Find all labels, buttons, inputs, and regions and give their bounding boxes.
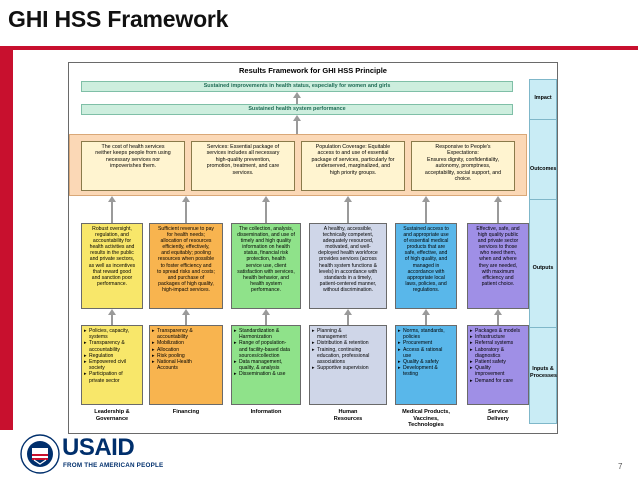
output-line: efficiently, effectively,	[162, 244, 210, 251]
bullet-icon: ▸	[312, 340, 315, 347]
bullet-icon: ▸	[398, 328, 401, 334]
up-arrow-icon	[108, 196, 116, 202]
bullet-icon: ▸	[470, 377, 473, 384]
usaid-seal-icon	[20, 434, 60, 474]
output-line: for health needs;	[167, 232, 205, 239]
column-label	[467, 409, 529, 422]
input-line-text: Policies, capacity,	[89, 328, 130, 334]
column-label-line: Information	[250, 409, 282, 415]
band-impact: Sustained improvements in health status, especially for women and girls	[81, 81, 513, 92]
bullet-icon: ▸	[470, 328, 473, 334]
input-line-text: management	[317, 334, 347, 341]
column-label-line: Delivery	[487, 415, 509, 422]
output-line: and purchase of	[167, 274, 205, 281]
input-line-text: Training, continuing	[317, 346, 362, 353]
output-line: and sanction poor	[91, 274, 133, 281]
bullet-icon: ▸	[84, 328, 87, 334]
input-line-text: Data management,	[239, 359, 283, 366]
outcome-line: services includes all necessary	[206, 150, 280, 157]
output-line: efficiency and	[482, 274, 514, 281]
arrow-shaft	[425, 315, 427, 325]
outcome-line: Expectations:	[447, 150, 479, 157]
column-label	[395, 409, 457, 429]
output-line: protection, health	[246, 256, 286, 263]
input-line-text: Quality	[475, 365, 491, 372]
arrow-shaft	[347, 315, 349, 325]
outcome-line: choice.	[454, 176, 472, 183]
up-arrow-icon	[344, 196, 352, 202]
bullet-icon: ▸	[398, 359, 401, 366]
output-box	[467, 223, 529, 309]
output-line: adequately resourced,	[322, 238, 374, 245]
framework-diagram	[68, 62, 558, 434]
input-line-text: Access & rational	[403, 346, 443, 353]
input-line-text: Risk pooling	[157, 352, 185, 359]
arrow-shaft	[497, 315, 499, 325]
output-box	[231, 223, 301, 309]
outcome-line: high priority groups.	[329, 169, 377, 176]
input-line-text: Planning &	[317, 328, 342, 334]
page-number: 7	[618, 462, 623, 471]
results-level-column	[529, 79, 557, 424]
input-line-text: Demand for care	[475, 377, 513, 384]
bullet-icon: ▸	[84, 359, 87, 366]
input-box	[309, 325, 387, 405]
output-line: of essential medical	[403, 238, 449, 245]
level-divider	[530, 327, 556, 328]
output-line: accountability for	[92, 238, 132, 245]
output-line: without discrimination.	[322, 286, 374, 293]
input-line-text: Quality & safety	[403, 359, 439, 366]
up-arrow-icon	[262, 196, 270, 202]
outcome-line: access to and use of essential	[317, 150, 389, 157]
input-line	[84, 378, 140, 384]
column-label-line: Service	[488, 409, 508, 415]
output-line: information on health	[242, 244, 290, 251]
column-label-line: Financing	[172, 409, 200, 415]
outcome-line: package of services, particularly for	[311, 156, 395, 163]
column-label	[149, 409, 223, 416]
outcome-line: impoverishes them.	[110, 163, 156, 170]
outcome-line: services.	[232, 169, 254, 176]
output-line: that reward good	[92, 268, 132, 275]
input-line-text: Harmonization	[239, 334, 272, 341]
output-box	[309, 223, 387, 309]
input-line-text: systems	[89, 334, 108, 341]
input-line-text: sources/collection	[239, 352, 280, 359]
up-arrow-icon	[293, 92, 301, 98]
output-line: Robust oversight,	[92, 226, 132, 232]
arrow-shaft	[425, 202, 427, 223]
output-line: status, financial risk	[243, 250, 289, 257]
up-arrow-icon	[182, 309, 190, 315]
bullet-icon: ▸	[152, 340, 155, 347]
bullet-icon: ▸	[234, 371, 237, 378]
outcome-line: neither keeps people from using	[95, 150, 171, 157]
input-line	[398, 371, 454, 377]
bullet-icon: ▸	[152, 359, 155, 366]
input-line-text: accountability	[157, 334, 188, 341]
bullet-icon: ▸	[312, 346, 315, 353]
input-line-text: accountability	[89, 346, 120, 353]
up-arrow-icon	[293, 115, 301, 121]
column-label	[81, 409, 143, 422]
output-box	[395, 223, 457, 309]
output-line: to foster efficiency and	[160, 262, 212, 269]
up-arrow-icon	[422, 196, 430, 202]
output-line: and equitably; pooling	[161, 250, 211, 257]
output-line: levels) in accordance with	[318, 268, 378, 275]
column-label-line: Medical Products,	[402, 409, 450, 415]
level-outputs: Outputs	[532, 265, 554, 271]
output-line: health activities and	[89, 244, 135, 251]
input-line-text: Transparency &	[89, 340, 125, 347]
bullet-icon: ▸	[312, 328, 315, 334]
bullet-icon: ▸	[470, 359, 473, 366]
bullet-icon: ▸	[84, 371, 87, 378]
input-line-text: Accounts	[157, 365, 178, 372]
output-line: services to those	[478, 244, 518, 251]
output-line: they are needed,	[478, 262, 518, 269]
up-arrow-icon	[108, 309, 116, 315]
arrow-shaft	[296, 98, 298, 104]
output-line: standards in a timely,	[324, 274, 372, 281]
output-line: provides services (across	[319, 256, 377, 263]
output-line: health behavior, and	[243, 274, 289, 281]
output-line: health system functions &	[318, 262, 378, 269]
output-line: as well as incentives	[88, 262, 136, 269]
bullet-icon: ▸	[470, 365, 473, 372]
up-arrow-icon	[262, 309, 270, 315]
usaid-tagline: FROM THE AMERICAN PEOPLE	[63, 462, 164, 469]
input-line-text: improvement	[475, 371, 505, 378]
column-label-line: Technologies	[408, 422, 444, 429]
input-line-text: education, professional	[317, 352, 370, 359]
bullet-icon: ▸	[398, 365, 401, 372]
input-box	[149, 325, 223, 405]
input-line-text: Empowered civil	[89, 359, 127, 366]
arrow-shaft	[185, 315, 187, 325]
output-line: dissemination, and use of	[237, 232, 295, 239]
column-label-line: Human	[338, 409, 358, 415]
level-impact: Impact	[534, 95, 552, 101]
level-outcomes: Outcomes	[530, 166, 557, 172]
bullet-icon: ▸	[312, 365, 315, 372]
bullet-icon: ▸	[398, 346, 401, 353]
arrow-shaft	[497, 202, 499, 223]
input-line-text: Regulation	[89, 352, 114, 359]
input-line-text: diagnostics	[475, 352, 501, 359]
up-arrow-icon	[494, 309, 502, 315]
up-arrow-icon	[494, 196, 502, 202]
output-line: to spread risks and costs;	[157, 268, 215, 275]
up-arrow-icon	[344, 309, 352, 315]
level-inputs: Inputs &	[532, 366, 554, 372]
input-box	[81, 325, 143, 405]
output-line: when and where	[479, 256, 517, 263]
input-line-text: Laboratory &	[475, 346, 505, 353]
arrow-shaft	[111, 202, 113, 223]
input-line-text: Dissemination & use	[239, 371, 286, 378]
output-line: and appropriate use	[403, 232, 449, 239]
input-box	[395, 325, 457, 405]
input-line-text: Allocation	[157, 346, 180, 353]
outcome-line: Population Coverage: Equitable	[315, 144, 391, 150]
output-line: A healthy, accessible,	[323, 226, 373, 232]
input-line-text: associations	[317, 359, 346, 366]
outcome-box	[301, 141, 405, 191]
bullet-icon: ▸	[84, 352, 87, 359]
bullet-icon: ▸	[152, 352, 155, 359]
input-box	[467, 325, 529, 405]
outcome-line: Responsive to People's	[435, 144, 491, 150]
input-line-text: Patient safety	[475, 359, 506, 366]
column-label-line: Governance	[95, 415, 129, 422]
outcome-line: Services: Essential package of	[206, 144, 280, 150]
input-line	[470, 378, 526, 384]
input-line-text: Standardization &	[239, 328, 280, 334]
output-line: performance.	[96, 280, 127, 287]
column-label	[231, 409, 301, 416]
input-line-text: Range of population-	[239, 340, 287, 347]
outcome-line: autonomy, promptness,	[435, 163, 491, 170]
output-line: managed in	[412, 262, 440, 269]
up-arrow-icon	[182, 196, 190, 202]
input-line-text: Norms, standards,	[403, 328, 445, 334]
outcome-box	[191, 141, 295, 191]
output-line: regulations.	[412, 286, 440, 293]
level-divider	[530, 199, 556, 200]
output-line: who need them,	[479, 250, 517, 257]
outcome-line: underserved, marginalized, and	[315, 163, 391, 170]
title-rule	[0, 46, 638, 50]
bullet-icon: ▸	[234, 359, 237, 366]
level-processes: Processes	[530, 373, 557, 379]
input-line-text: Procurement	[403, 340, 433, 347]
input-line-text: quality, & analysis	[239, 365, 280, 372]
output-line: products that are	[406, 244, 446, 251]
slide-title: GHI HSS Framework	[8, 6, 229, 32]
outcome-box	[81, 141, 185, 191]
input-line	[312, 365, 384, 371]
output-line: patient-centered manner,	[319, 280, 377, 287]
arrow-shaft	[265, 315, 267, 325]
column-label-line: Resources	[333, 415, 363, 422]
outcome-line: necessary services nor	[105, 156, 161, 163]
bullet-icon: ▸	[234, 340, 237, 347]
input-line-text: Transparency &	[157, 328, 193, 334]
input-line-text: Participation of	[89, 371, 123, 378]
usaid-logo-wordmark: USAID	[62, 434, 135, 461]
output-line: with maximum	[481, 268, 515, 275]
output-line: health system	[250, 280, 282, 287]
column-label-line: Vaccines,	[413, 415, 439, 422]
framework-title: Results Framework for GHI HSS Principle	[239, 66, 387, 75]
level-divider	[530, 119, 556, 120]
output-line: resources when possible	[157, 256, 215, 263]
bullet-icon: ▸	[84, 340, 87, 347]
output-line: results in the public	[90, 250, 134, 257]
output-line: laws, policies, and	[405, 280, 447, 287]
input-line-text: National Health	[157, 359, 192, 366]
input-line-text: Referral systems	[475, 340, 514, 347]
input-line-text: Mobilization	[157, 340, 184, 347]
input-line-text: private sector	[89, 377, 120, 384]
outcome-line: promotion, treatment, and care	[206, 163, 280, 170]
column-label-line: Leadership &	[94, 409, 130, 415]
input-line-text: Packages & models	[475, 328, 521, 334]
arrow-shaft	[296, 121, 298, 134]
output-line: of high quality, and	[404, 256, 448, 263]
bullet-icon: ▸	[152, 346, 155, 353]
input-line-text: Development &	[403, 365, 438, 372]
outcome-line: acceptability, social support, and	[424, 169, 502, 176]
arrow-shaft	[347, 202, 349, 223]
output-line: motivated, and well-	[325, 244, 371, 251]
output-line: satisfaction with services,	[237, 268, 295, 275]
outcome-line: The cost of health services	[101, 144, 165, 150]
output-line: allocation of resources	[160, 238, 212, 245]
column-label	[309, 409, 387, 422]
arrow-shaft	[185, 202, 187, 223]
bullet-icon: ▸	[234, 328, 237, 334]
input-line-text: society	[89, 365, 105, 372]
up-arrow-icon	[422, 309, 430, 315]
arrow-shaft	[111, 315, 113, 325]
output-line: appropriate local	[407, 274, 445, 281]
bullet-icon: ▸	[470, 346, 473, 353]
output-line: regulation, and	[95, 232, 129, 239]
output-line: high-impact services.	[162, 286, 210, 293]
output-line: accordance with	[407, 268, 445, 275]
output-line: performance.	[250, 286, 281, 293]
bullet-icon: ▸	[470, 334, 473, 341]
output-line: packages of high quality,	[158, 280, 214, 287]
input-line-text: and facility-based data	[239, 346, 290, 353]
band-performance: Sustained health system performance	[81, 104, 513, 115]
output-line: safe, effective, and	[404, 250, 448, 257]
bullet-icon: ▸	[152, 328, 155, 334]
output-line: deployed health workforce	[318, 250, 378, 257]
input-line	[152, 365, 220, 371]
input-line-text: Infrastructure	[475, 334, 506, 341]
outcome-line: Ensures dignity, confidentiality,	[427, 156, 499, 163]
bullet-icon: ▸	[470, 340, 473, 347]
input-line	[234, 371, 298, 377]
bullet-icon: ▸	[398, 340, 401, 347]
input-box	[231, 325, 301, 405]
output-line: patient choice.	[481, 280, 515, 287]
output-box	[149, 223, 223, 309]
output-line: Sustained access to	[403, 226, 449, 232]
output-line: service use, client	[245, 262, 287, 269]
input-line-text: Distribution & retention	[317, 340, 369, 347]
output-box	[81, 223, 143, 309]
outcome-line: high-quality prevention,	[215, 156, 271, 163]
input-line-text: policies	[403, 334, 420, 341]
output-line: Sufficient revenue to pay	[158, 226, 214, 232]
input-line-text: Supportive supervision	[317, 365, 369, 372]
output-line: Effective, safe, and	[476, 226, 520, 232]
input-line-text: testing	[403, 371, 419, 378]
output-line: technically competent,	[322, 232, 374, 239]
output-line: and private sectors,	[89, 256, 135, 263]
side-accent-bar	[0, 50, 13, 430]
output-line: high quality public	[477, 232, 519, 239]
output-line: timely and high quality	[240, 238, 292, 245]
output-line: and private sector	[477, 238, 519, 245]
arrow-shaft	[265, 202, 267, 223]
outcome-box	[411, 141, 515, 191]
output-line: The collection, analysis,	[238, 226, 294, 232]
input-line-text: use	[403, 352, 412, 359]
